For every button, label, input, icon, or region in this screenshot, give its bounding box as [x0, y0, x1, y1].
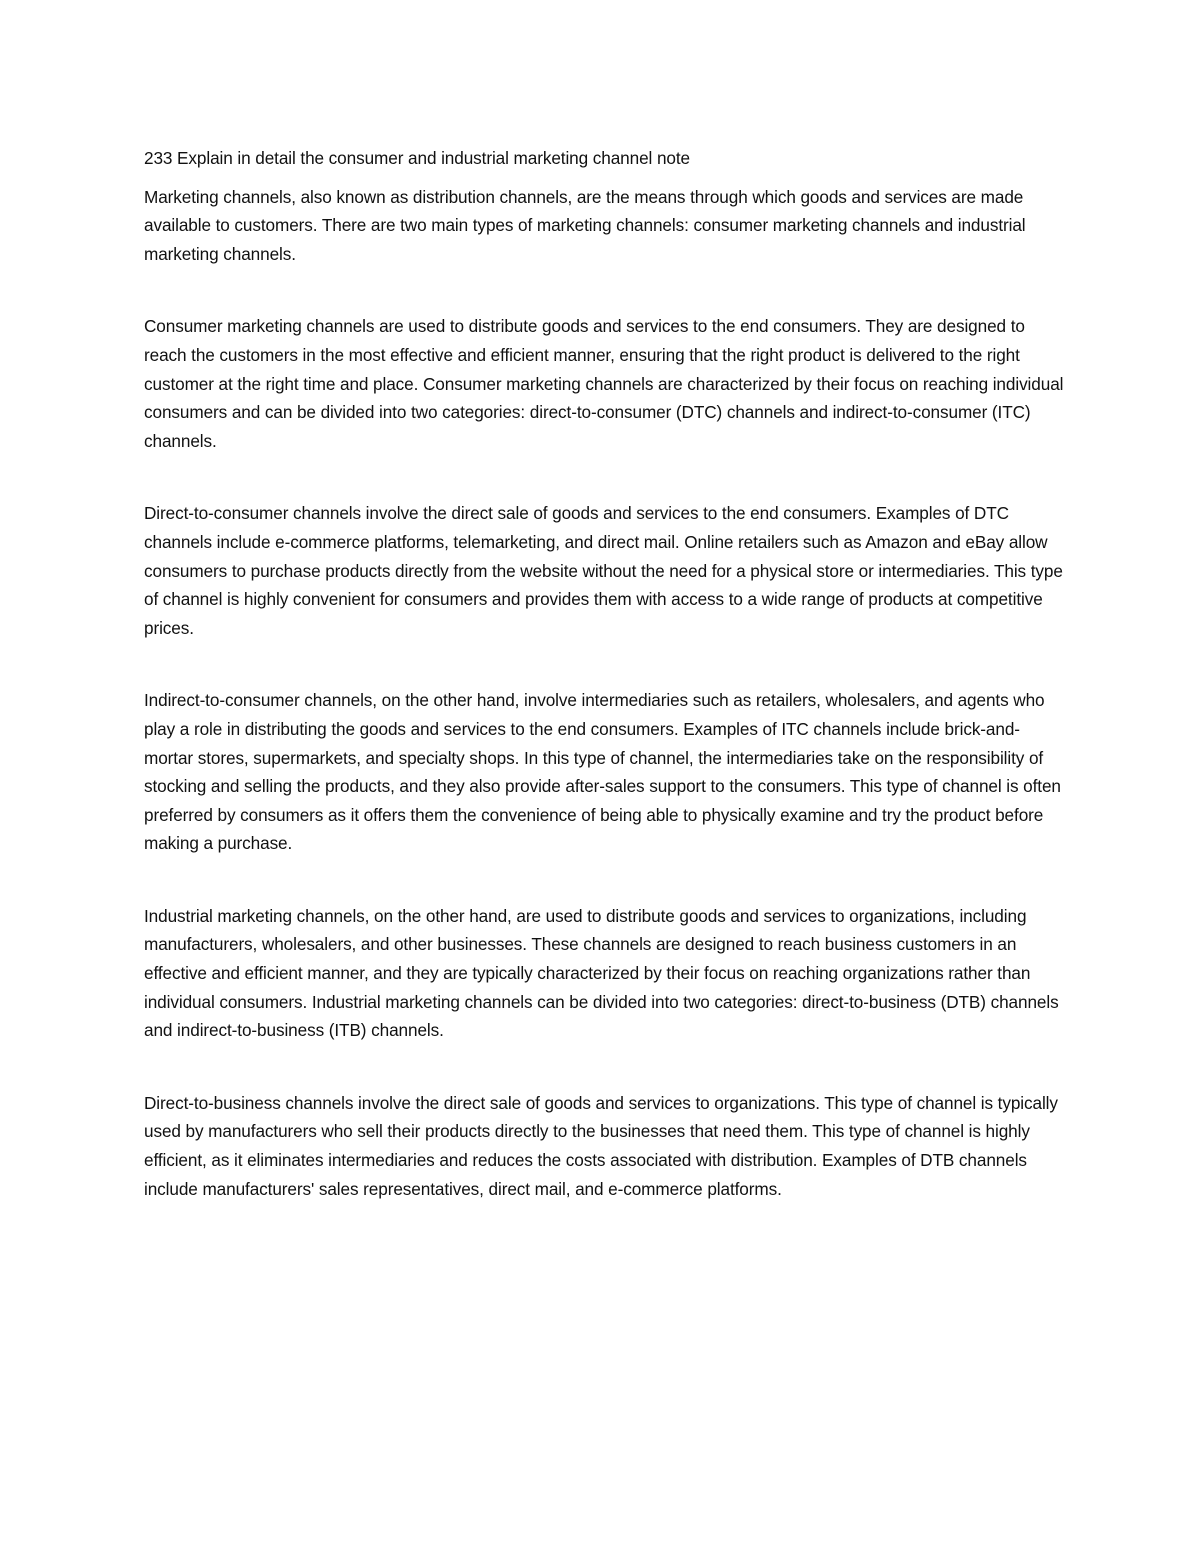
document-body — [144, 144, 1064, 1203]
paragraph-indirect-to-consumer: Indirect-to-consumer channels, on the other hand, involve intermediaries such as retailers, wholesalers, and agents who play a role in distributing the goods and services to the end consumers. Examples of ITC channels include brick-and-mortar stores, supermarkets, and specialty shops. In this type of channel, the intermediaries take on the responsibility of stocking and selling the products, and they also provide after-sales support to the consumers. This type of channel is often preferred by consumers as it offers them the convenience of being able to physically examine and try the product before making a purchase. — [144, 690, 1061, 854]
paragraph-direct-to-consumer: Direct-to-consumer channels involve the direct sale of goods and services to the end consumers. Examples of DTC channels include e-commerce platforms, telemarketing, and direct mail. Online retailers such as Amazon and eBay allow consumers to purchase products directly from the website without the need for a physical store or intermediaries. This type of channel is highly convenient for consumers and provides them with access to a wide range of products at competitive prices. — [144, 503, 1063, 638]
paragraph-consumer-marketing-channels: Consumer marketing channels are used to distribute goods and services to the end consumers. They are designed to reach the customers in the most effective and efficient manner, ensuring that the right product is delivered to the right customer at the right time and place. Consumer marketing channels are characterized by their focus on reaching individual consumers and can be divided into two categories: direct-to-consumer (DTC) channels and indirect-to-consumer (ITC) channels. — [144, 316, 1064, 451]
document-title: 233 Explain in detail the consumer and industrial marketing channel note — [144, 148, 691, 168]
paragraph-marketing-channels-intro: Marketing channels, also known as distribution channels, are the means through which goods and services are made available to customers. There are two main types of marketing channels: consumer marketing channels and industrial marketing channels. — [144, 186, 1026, 264]
paragraph-industrial-marketing-channels: Industrial marketing channels, on the other hand, are used to distribute goods and services to organizations, including manufacturers, wholesalers, and other businesses. These channels are designed to reach business customers in an effective and efficient manner, and they are typically characterized by their focus on reaching organizations rather than individual consumers. Industrial marketing channels can be divided into two categories: direct-to-business (DTB) channels and indirect-to-business (ITB) channels. — [144, 905, 1059, 1041]
paragraph-direct-to-business: Direct-to-business channels involve the direct sale of goods and services to organizations. This type of channel is typically used by manufacturers who sell their products directly to the businesses that need them. This type of channel is highly efficient, as it eliminates intermediaries and reduces the costs associated with distribution. Examples of DTB channels include manufacturers' sales representatives, direct mail, and e-commerce platforms. — [144, 1092, 1058, 1199]
